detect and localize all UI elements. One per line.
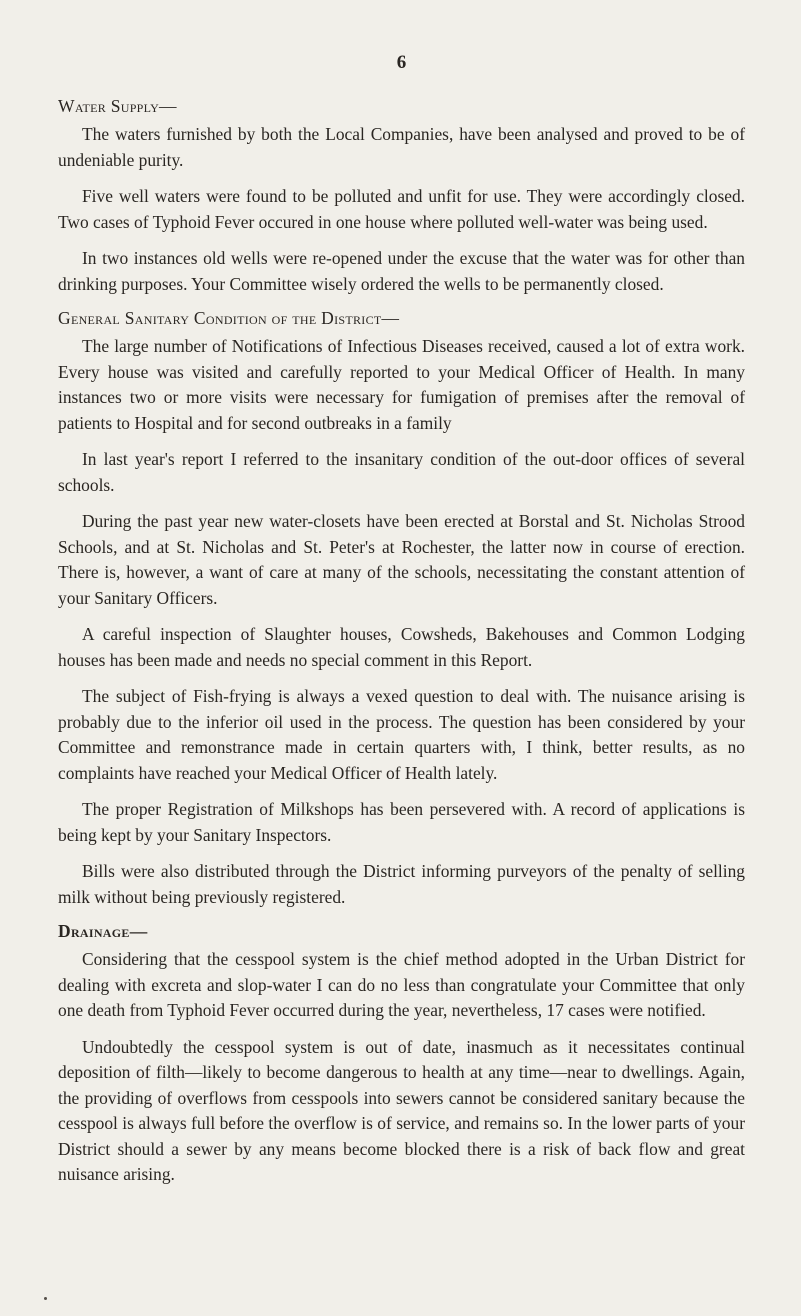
report-body [58, 96, 745, 1188]
paragraph: Undoubtedly the cesspool system is out of date, inasmuch as it necessitates continual deposition of filth—likely to become dangerous to health at any time—near to dwellings. Again, the providing of overflows from cesspools into sewers cannot be considered sanitary because the cesspool is always full before the overflow is of service, and remains so. In the lower parts of your District should a sewer by any means become blocked there is a risk of back flow and great nuisance arising. [58, 1036, 745, 1184]
section-heading: General Sanitary Condition of the District— [58, 308, 400, 328]
paragraph: In two instances old wells were re-opened under the excuse that the water was for other than drinking purposes. Your Committee wisely ordered the wells to be permanently closed. [58, 248, 745, 294]
report-section [58, 308, 745, 910]
report-section [58, 921, 745, 1188]
paragraph: In last year's report I referred to the insanitary condition of the out-door offices of several schools. [58, 449, 745, 495]
paragraph: Five well waters were found to be polluted and unfit for use. They were accordingly closed. Two cases of Typhoid Fever occured in one house where polluted well-water was being used. [58, 186, 745, 232]
paragraph: The large number of Notifications of Infectious Diseases received, caused a lot of extra work. Every house was visited and carefully reported to your Medical Officer of Health. In many instances two or more visits were necessary for fumigation of premises after the removal of patients to Hospital and for second outbreaks in a family [58, 336, 745, 433]
paragraph: During the past year new water-closets have been erected at Borstal and St. Nicholas Strood Schools, and at St. Nicholas and St. Peter's at Rochester, the latter now in course of erection. There is, however, a want of care at many of the schools, necessitating the constant attention of your Sanitary Officers. [58, 511, 745, 608]
paragraph: The subject of Fish-frying is always a vexed question to deal with. The nuisance arising is probably due to the inferior oil used in the process. The question has been considered by your Committee and remonstrance made in certain quarters with, I think, better results, as no complaints have reached your Medical Officer of Health lately. [58, 686, 745, 783]
section-heading: Drainage— [58, 921, 148, 941]
page-number: 6 [396, 52, 407, 73]
paragraph: A careful inspection of Slaughter houses, Cowsheds, Bakehouses and Common Lodging houses has been made and needs no special comment in this Report. [58, 624, 745, 670]
section-heading: Water Supply— [58, 96, 177, 116]
paper-speck [44, 1297, 47, 1300]
paragraph: Considering that the cesspool system is the chief method adopted in the Urban District for dealing with excreta and slop-water I can do no less than congratulate your Committee that only one death from Typhoid Fever occurred during the year, nevertheless, 17 cases were notified. [58, 949, 745, 1020]
report-section [58, 96, 745, 297]
paragraph: The proper Registration of Milkshops has been persevered with. A record of applications is being kept by your Sanitary Inspectors. [58, 799, 745, 845]
paragraph: Bills were also distributed through the District informing purveyors of the penalty of selling milk without being previously registered. [58, 861, 745, 907]
paragraph: The waters furnished by both the Local Companies, have been analysed and proved to be of undeniable purity. [58, 124, 745, 170]
